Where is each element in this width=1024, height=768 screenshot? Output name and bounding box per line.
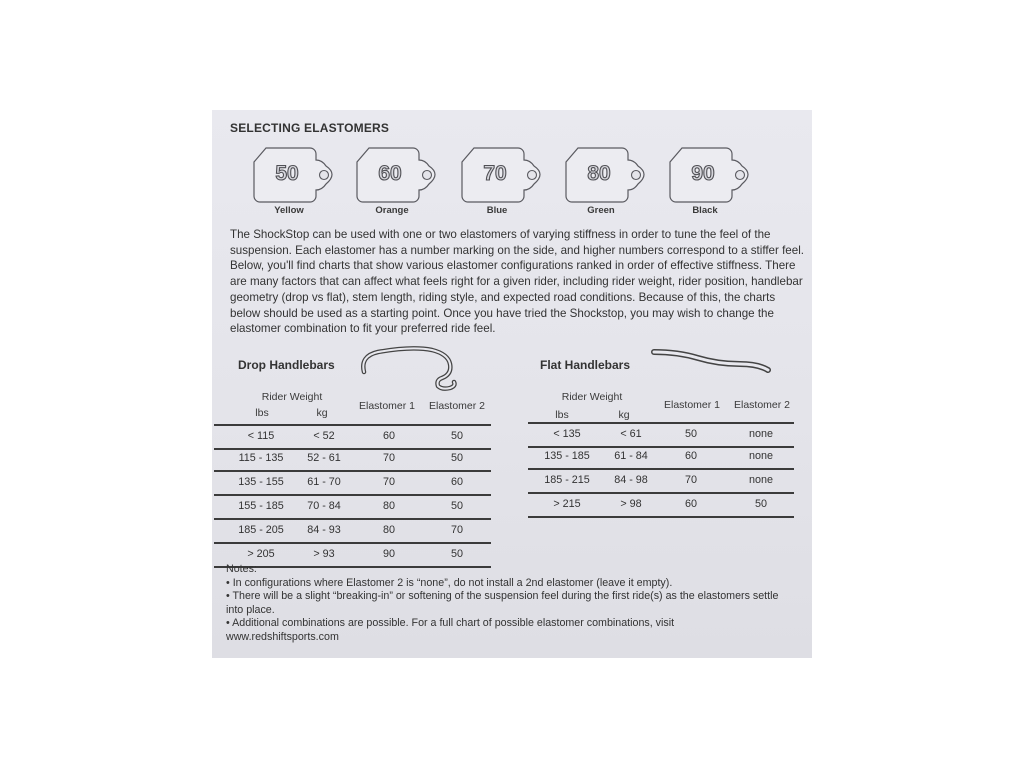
elastomer-number: 50	[275, 162, 299, 185]
flat-elastomer2-header: Elastomer 2	[733, 399, 791, 411]
drop-kg-header: kg	[316, 407, 328, 419]
instruction-sheet	[212, 110, 812, 658]
elastomer-color-label: Yellow	[274, 205, 304, 216]
cell-elastomer2: 60	[450, 476, 463, 488]
cell-elastomer2: 50	[450, 548, 463, 560]
table-row	[214, 496, 491, 520]
cell-elastomer1: 60	[684, 498, 697, 510]
flat-rider-weight-header: Rider Weight	[561, 391, 623, 403]
table-row	[528, 422, 794, 448]
drop-elastomer1-header: Elastomer 1	[358, 400, 416, 412]
note-item: • There will be a slight “breaking-in” or softening of the suspension feel during the first ride(s) as the elastomers settle into place.	[226, 590, 779, 616]
section-title: SELECTING ELASTOMERS	[230, 121, 390, 135]
notes-section	[226, 563, 806, 644]
table-row	[214, 448, 491, 472]
note-item: • In configurations where Elastomer 2 is “none”, do not install a 2nd elastomer (leave it empty).	[226, 576, 673, 589]
elastomer-number: 80	[587, 162, 611, 185]
intro-paragraph: The ShockStop can be used with one or two elastomers of varying stiffness in order to tune the feel of the suspension. Each elastomer has a number marking on the side, and higher numbers correspond to a stiffer feel. Below, you'll find charts that show various elastomer configurations ranked in order of effective stiffness. There are many factors that can affect what feels right for a given rider, including rider weight, rider position, handlebar geometry (drop vs flat), stem length, riding style, and expected road conditions. Because of this, the charts below should be used as a starting point. Once you have tried the Shockstop, you may wish to change the elastomer combination to fit your preferred ride feel.	[230, 228, 804, 336]
elastomer-color-label: Black	[692, 205, 718, 216]
cell-lbs: > 215	[553, 498, 581, 510]
elastomer-number: 60	[378, 162, 402, 185]
table-row	[214, 520, 491, 544]
cell-kg: 84 - 98	[614, 474, 648, 486]
cell-elastomer2: 50	[450, 452, 463, 464]
drop-elastomer2-header: Elastomer 2	[428, 400, 486, 412]
cell-lbs: < 115	[247, 430, 275, 442]
cell-elastomer2: 50	[450, 430, 463, 442]
table-row	[528, 494, 794, 518]
drop-lbs-header: lbs	[255, 407, 269, 419]
cell-kg: < 52	[313, 430, 335, 442]
cell-elastomer1: 50	[684, 428, 697, 440]
cell-kg: 61 - 70	[307, 476, 341, 488]
cell-kg: < 61	[620, 428, 642, 440]
cell-kg: 70 - 84	[307, 500, 341, 512]
elastomer-color-label: Blue	[486, 205, 508, 216]
table-row	[528, 470, 794, 494]
elastomer-tag-60	[355, 146, 441, 204]
flat-handlebars-title: Flat Handlebars	[540, 358, 631, 372]
notes-heading: Notes:	[226, 563, 257, 575]
elastomer-number: 70	[483, 162, 507, 185]
cell-elastomer2: 50	[754, 498, 767, 510]
cell-kg: > 93	[313, 548, 335, 560]
flat-lbs-header: lbs	[555, 409, 569, 421]
cell-elastomer1: 70	[684, 474, 697, 486]
cell-elastomer1: 90	[382, 548, 395, 560]
elastomer-tag-50	[252, 146, 338, 204]
drop-handlebars-title: Drop Handlebars	[238, 358, 335, 372]
cell-elastomer1: 70	[382, 476, 395, 488]
flat-handlebar-icon	[648, 346, 776, 380]
cell-lbs: 185 - 215	[544, 474, 590, 486]
cell-elastomer1: 70	[382, 452, 395, 464]
cell-lbs: > 205	[247, 548, 275, 560]
note-item: • Additional combinations are possible. For a full chart of possible elastomer combinations, visit www.redshiftsports.com	[226, 617, 675, 643]
cell-elastomer2: none	[748, 474, 774, 486]
cell-elastomer1: 60	[382, 430, 395, 442]
elastomer-tag-90	[668, 146, 754, 204]
elastomer-number: 90	[691, 162, 715, 185]
cell-kg: 61 - 84	[614, 450, 648, 462]
cell-lbs: < 135	[553, 428, 581, 440]
elastomer-color-label: Green	[587, 205, 615, 216]
flat-kg-header: kg	[618, 409, 630, 421]
cell-lbs: 185 - 205	[238, 524, 284, 536]
cell-elastomer2: none	[748, 450, 774, 462]
cell-elastomer2: none	[748, 428, 774, 440]
cell-elastomer2: 50	[450, 500, 463, 512]
flat-elastomer1-header: Elastomer 1	[663, 399, 721, 411]
drop-rider-weight-header: Rider Weight	[261, 391, 323, 403]
cell-kg: > 98	[620, 498, 642, 510]
elastomer-tag-70	[460, 146, 546, 204]
cell-lbs: 135 - 185	[544, 450, 590, 462]
cell-lbs: 115 - 135	[238, 452, 284, 464]
cell-elastomer1: 80	[382, 524, 395, 536]
table-row	[214, 424, 491, 450]
elastomer-tag-80	[564, 146, 650, 204]
cell-lbs: 135 - 155	[238, 476, 284, 488]
cell-kg: 52 - 61	[307, 452, 341, 464]
cell-kg: 84 - 93	[307, 524, 341, 536]
elastomer-color-label: Orange	[375, 205, 409, 216]
cell-lbs: 155 - 185	[238, 500, 284, 512]
cell-elastomer2: 70	[450, 524, 463, 536]
cell-elastomer1: 60	[684, 450, 697, 462]
cell-elastomer1: 80	[382, 500, 395, 512]
drop-handlebar-icon	[352, 342, 472, 394]
table-row	[214, 472, 491, 496]
table-row	[528, 446, 794, 470]
